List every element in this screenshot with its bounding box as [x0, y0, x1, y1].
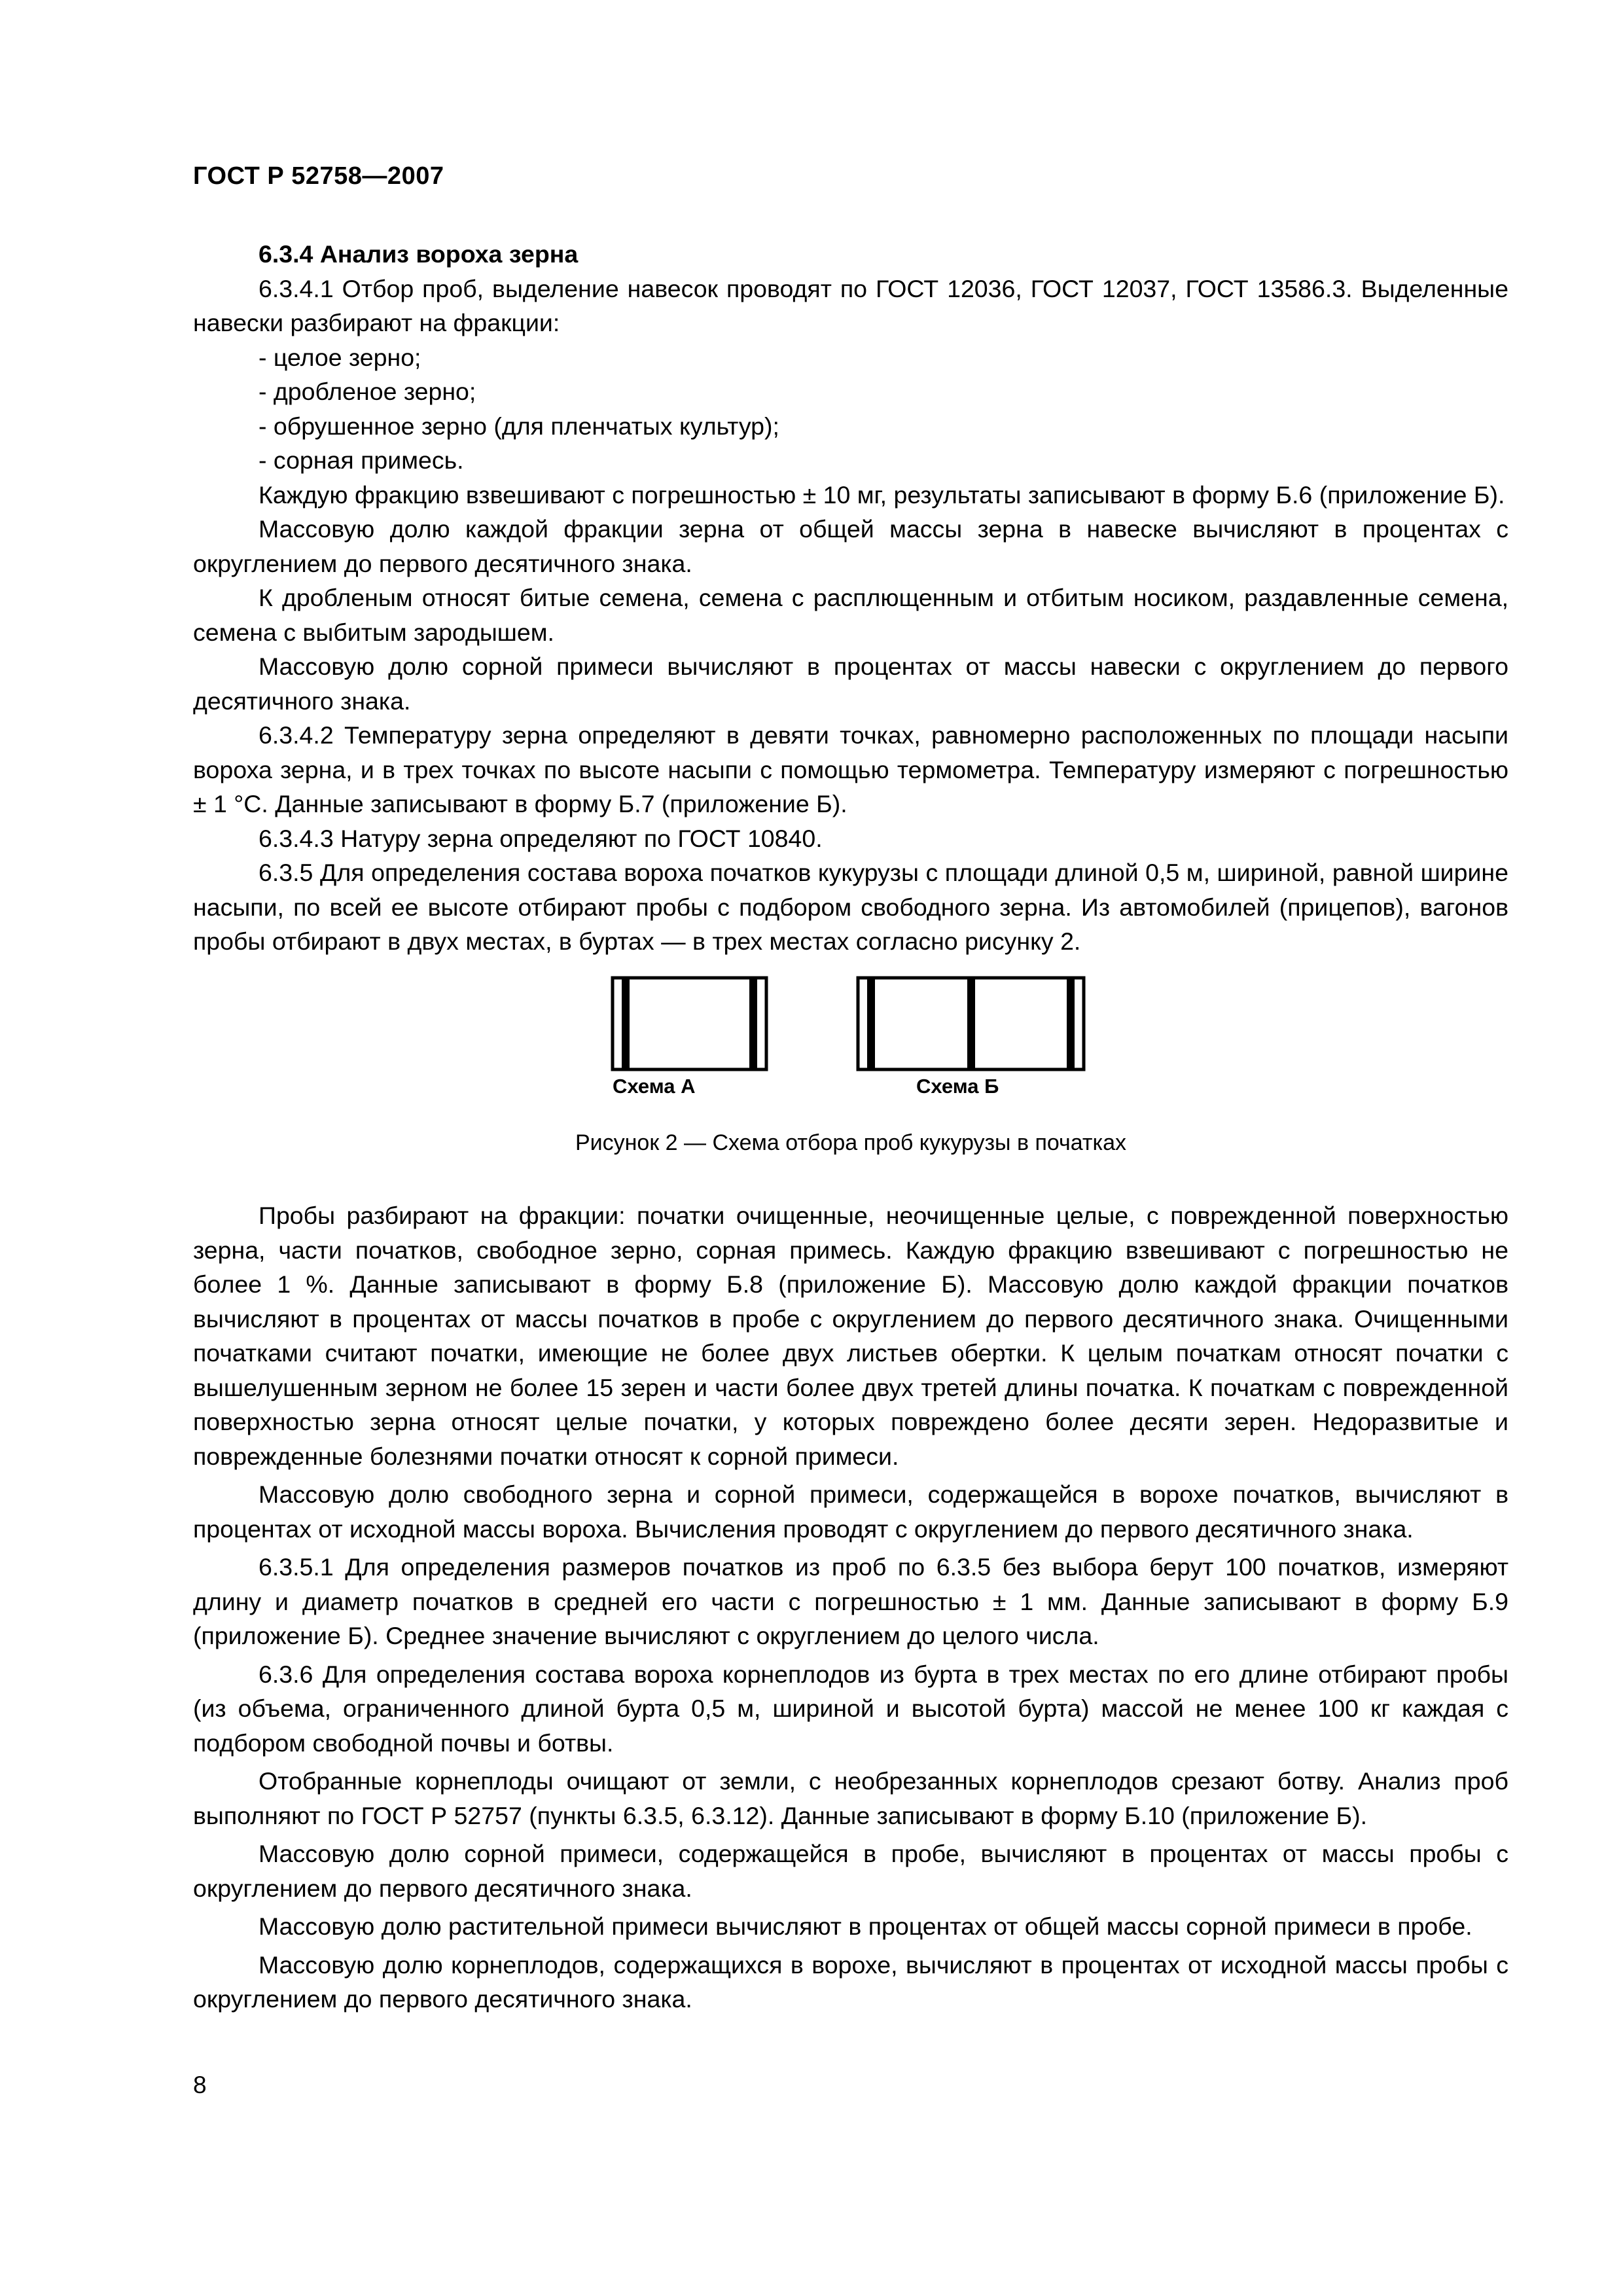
paragraph: Массовую долю растительной примеси вычисляют в процентах от общей массы сорной примеси в пробе. [259, 1912, 1472, 1940]
list-item: - сорная примесь. [259, 446, 464, 474]
paragraph: Массовую долю сорной примеси вычисляют в процентах от массы навески с округлением до первого десятичного знака. [193, 653, 1508, 715]
paragraph: К дробленым относят битые семена, семена с расплющенным и отбитым носиком, раздавленные семена, семена с выбитым зародышем. [193, 584, 1508, 646]
list-item: - дробленое зерно; [259, 378, 476, 405]
paragraph: Каждую фракцию взвешивают с погрешностью ± 10 мг, результаты записывают в форму Б.6 (приложение Б). [259, 480, 1505, 509]
paragraph: Массовую долю сорной примеси, содержащейся в пробе, вычисляют в процентах от массы пробы с округлением до первого десятичного знака. [193, 1840, 1508, 1902]
paragraph: 6.3.5.1 Для определения размеров початков из проб по 6.3.5 без выбора берут 100 початков, измеряют длину и диаметр початков в средней его части с погрешностью ± 1 мм. Данные записывают в форму Б.9 (приложение Б). Среднее значение вычисляют с округлением до целого числа. [193, 1553, 1508, 1649]
paragraph: Массовую долю корнеплодов, содержащихся в ворохе, вычисляют в процентах от исходной массы пробы с округлением до первого десятичного знака. [193, 1950, 1508, 2013]
paragraph: 6.3.4.2 Температуру зерна определяют в девяти точках, равномерно расположенных по площади насыпи вороха зерна, и в трех точках по высоте насыпи с помощью термометра. Температуру измеряют с погрешностью ± 1 °С. Данные записывают в форму Б.7 (приложение Б). [193, 721, 1508, 817]
scheme-a-diagram [613, 978, 766, 1069]
scheme-a-label: Схема А [613, 1075, 696, 1098]
paragraph: 6.3.6 Для определения состава вороха корнеплодов из бурта в трех местах по его длине отбирают пробы (из объема, ограниченного длиной бурта 0,5 м, шириной и высотой бурта) массой не менее 100 кг каждая с подбором свободной почвы и ботвы. [193, 1660, 1508, 1757]
list-item: - целое зерно; [259, 343, 421, 371]
section-6-3-4 [193, 237, 1508, 959]
list-item: - обрушенное зерно (для пленчатых культур); [259, 412, 779, 440]
paragraph: Отобранные корнеплоды очищают от земли, с необрезанных корнеплодов срезают ботву. Анализ проб выполняют по ГОСТ Р 52757 (пункты 6.3.5, 6.3.12). Данные записывают в форму Б.10 (приложение Б). [193, 1767, 1508, 1829]
figure-caption: Рисунок 2 — Схема отбора проб кукурузы в початках [575, 1130, 1126, 1155]
document-code-header: ГОСТ Р 52758—2007 [193, 162, 444, 190]
section-heading: 6.3.4 Анализ вороха зерна [259, 240, 579, 268]
scheme-b-diagram [858, 978, 1084, 1069]
paragraph: Пробы разбирают на фракции: початки очищенные, неочищенные целые, с поврежденной поверхностью зерна, части початков, свободное зерно, сорная примесь. Каждую фракцию взвешивают с погрешностью не более 1 %. Данные записывают в форму Б.8 (приложение Б). Массовую долю каждой фракции початков вычисляют в процентах от массы початков в пробе с округлением до первого десятичного знака. Очищенными початками считают початки, имеющие не более двух листьев обертки. К целым початкам относят початки с вышелушенным зерном не более 15 зерен и части более двух третей длины початка. К початкам с поврежденной поверхностью зерна относят целые початки, у которых повреждено более десяти зерен. Недоразвитые и поврежденные болезнями початки относят к сорной примеси. [193, 1202, 1508, 1470]
scheme-b-label: Схема Б [916, 1075, 999, 1098]
paragraph: 6.3.5 Для определения состава вороха початков кукурузы с площади длиной 0,5 м, шириной, равной ширине насыпи, по всей ее высоте отбирают пробы с подбором свободного зерна. Из автомобилей (прицепов), вагонов пробы отбирают в двух местах, в буртах — в трех местах согласно рисунку 2. [193, 859, 1508, 955]
paragraph: Массовую долю свободного зерна и сорной примеси, содержащейся в ворохе початков, вычисляют в процентах от исходной массы вороха. Вычисления проводят с округлением до первого десятичного знака. [193, 1480, 1508, 1543]
paragraph: Массовую долю каждой фракции зерна от общей массы зерна в навеске вычисляют в процентах с округлением до первого десятичного знака. [193, 515, 1508, 577]
section-continuation [193, 1198, 1508, 2017]
paragraph: 6.3.4.1 Отбор проб, выделение навесок проводят по ГОСТ 12036, ГОСТ 12037, ГОСТ 13586.3. Выделенные навески разбирают на фракции: [193, 274, 1508, 336]
page-number: 8 [193, 2072, 207, 2098]
paragraph: 6.3.4.3 Натуру зерна определяют по ГОСТ 10840. [259, 824, 823, 852]
